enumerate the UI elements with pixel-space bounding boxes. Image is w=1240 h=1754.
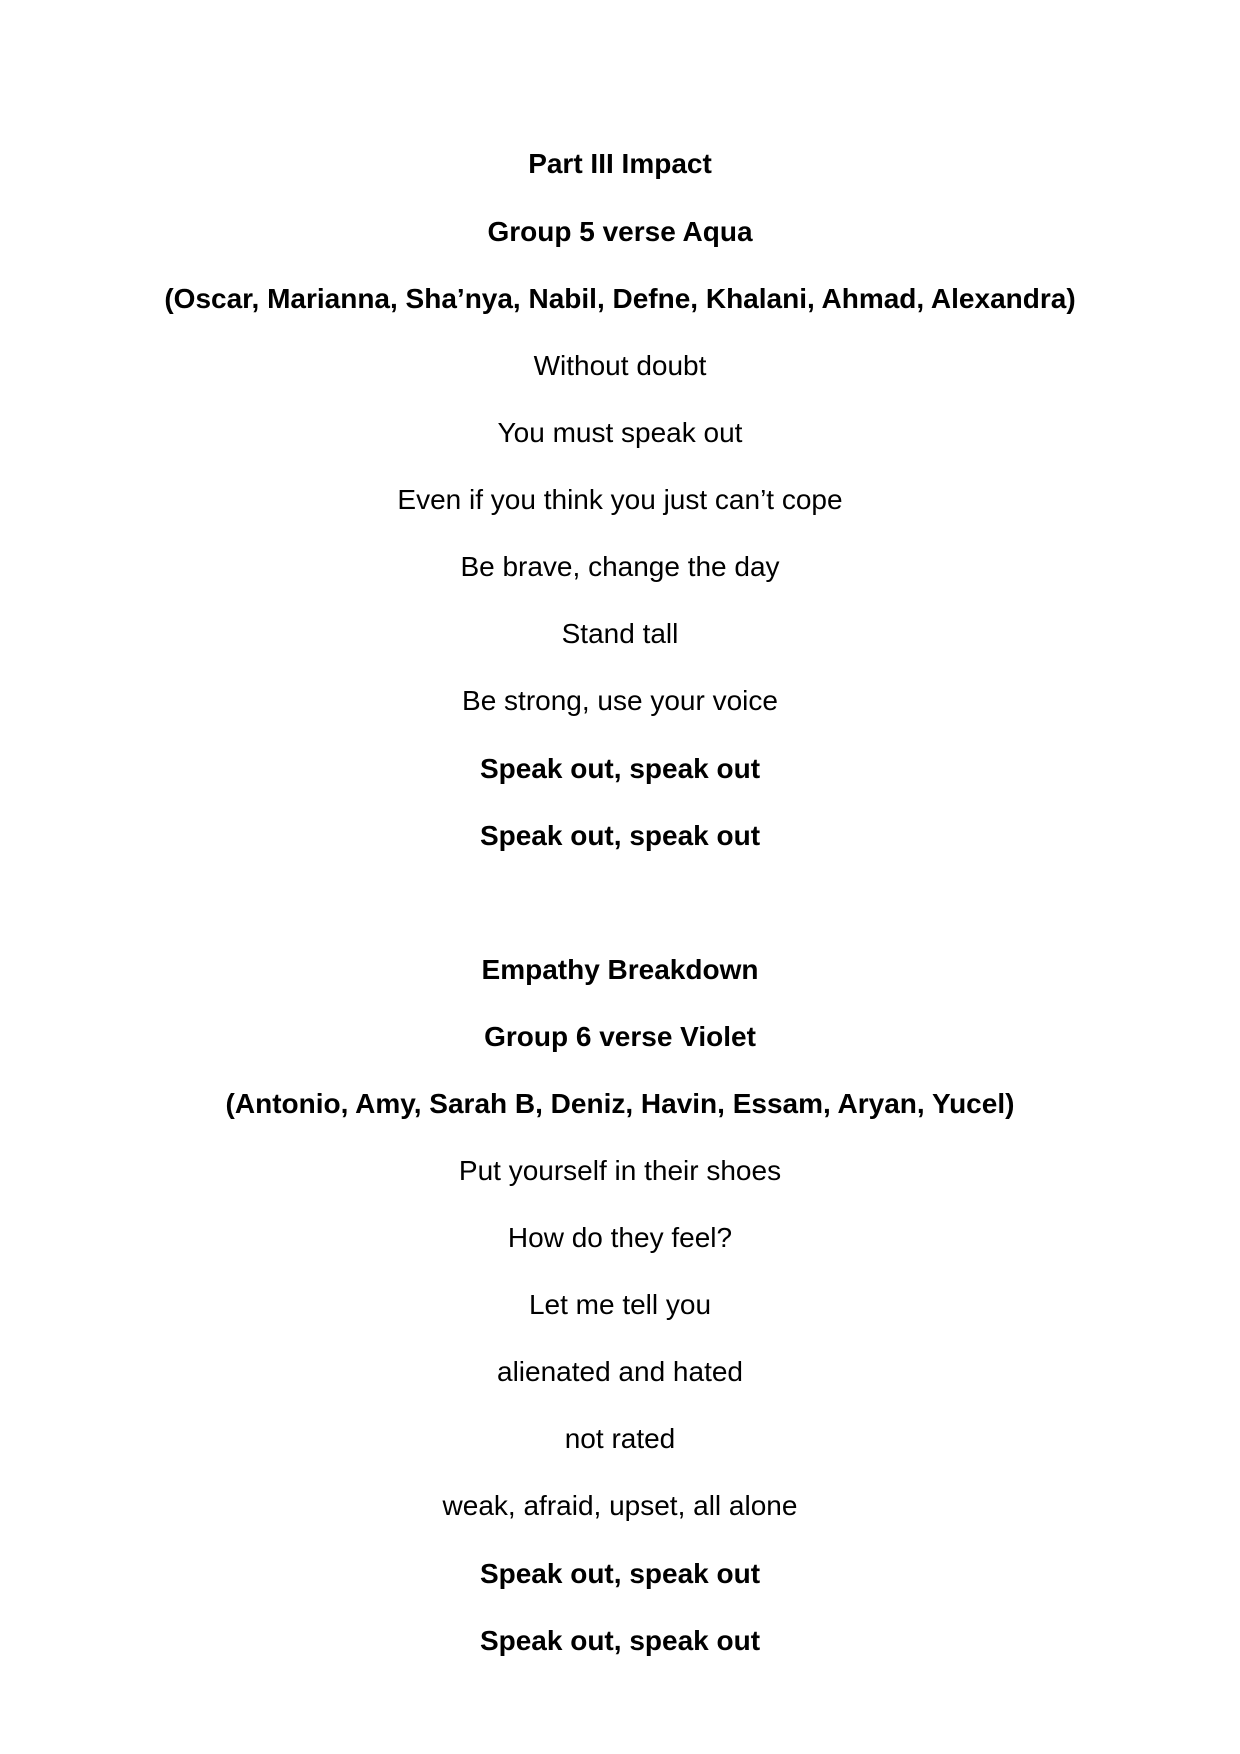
group-members: (Antonio, Amy, Sarah B, Deniz, Havin, Essam, Aryan, Yucel) bbox=[225, 1088, 1015, 1119]
verse-line: weak, afraid, upset, all alone bbox=[442, 1490, 798, 1521]
verse-line: alienated and hated bbox=[497, 1356, 743, 1387]
verse-line: You must speak out bbox=[497, 417, 743, 448]
chorus-line: Speak out, speak out bbox=[479, 820, 761, 851]
verse-line: Stand tall bbox=[561, 618, 679, 649]
verse-line: Let me tell you bbox=[528, 1289, 712, 1320]
chorus-line: Speak out, speak out bbox=[479, 1625, 761, 1656]
chorus-line: Speak out, speak out bbox=[479, 1558, 761, 1589]
group-heading: Group 5 verse Aqua bbox=[487, 216, 753, 247]
verse-line: not rated bbox=[564, 1423, 676, 1454]
verse-line: Be brave, change the day bbox=[460, 551, 780, 582]
section-title: Part III Impact bbox=[528, 148, 712, 179]
chorus-line: Speak out, speak out bbox=[479, 753, 761, 784]
group-members: (Oscar, Marianna, Sha’nya, Nabil, Defne, Khalani, Ahmad, Alexandra) bbox=[164, 283, 1076, 314]
verse-line: Without doubt bbox=[533, 350, 707, 381]
group-heading: Group 6 verse Violet bbox=[484, 1021, 756, 1052]
verse-line: Put yourself in their shoes bbox=[458, 1155, 782, 1186]
verse-line: How do they feel? bbox=[507, 1222, 733, 1253]
section-title: Empathy Breakdown bbox=[481, 954, 759, 985]
verse-line: Even if you think you just can’t cope bbox=[397, 484, 843, 515]
verse-line: Be strong, use your voice bbox=[462, 685, 778, 716]
